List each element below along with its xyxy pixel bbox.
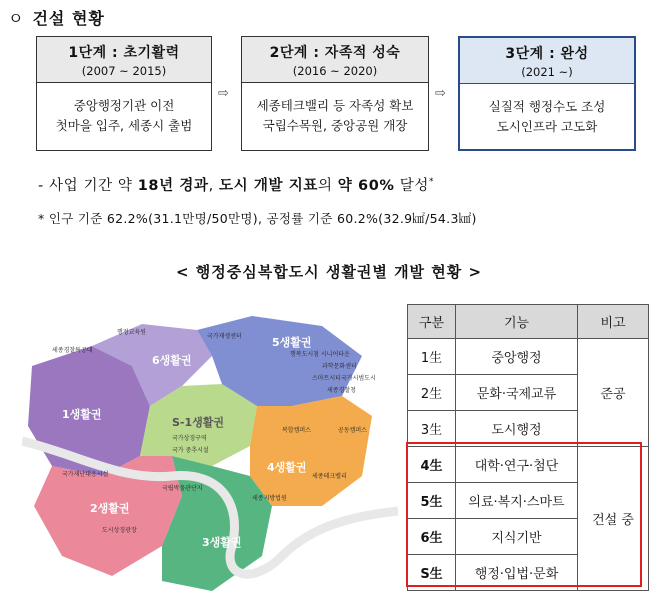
stage-2-title: 2단계 : 자족적 성숙: [269, 45, 401, 61]
place-label: 세종지방법원: [252, 495, 287, 502]
zone-cell: 1生: [408, 339, 456, 375]
zone-label-1: 1생활권: [62, 408, 102, 421]
section-title: 건설 현황: [32, 9, 105, 28]
summary-line: [38, 174, 434, 195]
stage-1-line-2: 첫마을 입주, 세종시 출범: [55, 118, 193, 133]
zone-4-area: [250, 396, 372, 506]
zone-cell: 5生: [408, 483, 456, 519]
table-header: 기능: [456, 305, 578, 339]
stage-1-line-1: 중앙행정기관 이전: [73, 98, 175, 113]
zone-label-3: 3생활권: [202, 536, 242, 549]
summary-prefix: - 사업 기간 약: [38, 178, 138, 194]
stage-3-line-2: 도시인프라 고도화: [496, 119, 598, 134]
table-header: 비고: [578, 305, 649, 339]
note-cell-building: 건설 중: [578, 447, 649, 591]
zone-cell: 6生: [408, 519, 456, 555]
summary-suffix: 달성: [394, 178, 429, 194]
stage-1-title: 1단계 : 초기활력: [68, 45, 180, 61]
stage-3-title: 3단계 : 완성: [505, 46, 589, 62]
zone-label-s: S-1생활권: [172, 416, 225, 429]
stage-3-box: [458, 36, 636, 151]
function-cell: 문화·국제교류: [456, 375, 578, 411]
place-label: 국가 중추시설: [172, 447, 209, 454]
place-label: 행정교육원: [117, 329, 146, 336]
zone-cell: 3生: [408, 411, 456, 447]
function-cell: 중앙행정: [456, 339, 578, 375]
place-label: 세종테크밸리: [312, 473, 347, 480]
function-cell: 의료·복지·스마트: [456, 483, 578, 519]
zone-table: [407, 304, 649, 591]
stage-2-header: [242, 37, 428, 83]
place-label: 국가재난대응시설: [62, 471, 109, 478]
stage-2-line-2: 국립수목원, 중앙공원 개장: [262, 118, 408, 133]
stage-2-line-1: 세종테크밸리 등 자족성 확보: [256, 98, 414, 113]
place-label: 공동캠퍼스: [338, 427, 367, 434]
stage-2-body: [242, 83, 428, 136]
place-label: 스마트시티국가시범도시: [312, 375, 376, 382]
summary-footnote-mark: *: [428, 177, 435, 188]
table-header: 구분: [408, 305, 456, 339]
summary-mid-2: 의: [317, 178, 338, 194]
table-row: [408, 447, 649, 483]
map-title: < 행정중심복합도시 생활권별 개발 현황 >: [175, 263, 483, 281]
stage-3-line-1: 실질적 행정수도 조성: [488, 99, 606, 114]
arrow-right-icon: ⇨: [218, 86, 229, 101]
section-heading: [8, 6, 105, 29]
function-cell: 지식기반: [456, 519, 578, 555]
place-label: 세종경찰청: [327, 387, 356, 394]
stage-3-period: (2021 ~): [521, 65, 573, 79]
table-header-row: [408, 305, 649, 339]
stage-1-header: [37, 37, 211, 83]
summary-bold-years: 18년 경과: [137, 178, 209, 194]
summary-mid-1: ,: [208, 178, 219, 194]
place-label: 행복도시첨 시니어타운: [290, 351, 350, 358]
place-label: 국가재생센터: [207, 333, 242, 340]
zone-cell: 2生: [408, 375, 456, 411]
stage-2-period: (2016 ~ 2020): [292, 64, 378, 78]
stage-2-box: [241, 36, 429, 151]
zone-cell: 4生: [408, 447, 456, 483]
place-label: 도시상징광장: [102, 527, 137, 534]
place-label: 과학문화센터: [322, 363, 357, 370]
function-cell: 행정·입법·문화: [456, 555, 578, 591]
stage-3-body: [460, 84, 634, 137]
summary-bold-percent: 약 60%: [337, 178, 395, 194]
table-row: [408, 339, 649, 375]
place-label: 국립박물관단지: [162, 485, 203, 492]
zone-label-4: 4생활권: [267, 461, 307, 474]
zone-label-2: 2생활권: [90, 502, 130, 515]
zone-label-6: 6생활권: [152, 354, 192, 367]
stage-1-box: [36, 36, 212, 151]
function-cell: 도시행정: [456, 411, 578, 447]
place-label: 복합캠퍼스: [282, 427, 311, 434]
zone-cell: S生: [408, 555, 456, 591]
footnote: * 인구 기준 62.2%(31.1만명/50만명), 공정률 기준 60.2%(32.9㎢/54.3㎢): [38, 211, 477, 226]
zone-label-5: 5생활권: [272, 336, 312, 349]
place-label: 국가상징구역: [172, 435, 207, 442]
stage-1-period: (2007 ~ 2015): [81, 64, 167, 78]
zone-map: [22, 306, 398, 598]
stage-1-body: [37, 83, 211, 136]
place-label: 세종경찰특공대: [52, 347, 93, 354]
bullet-circle: ㅇ: [8, 9, 25, 28]
arrow-right-icon: ⇨: [435, 86, 446, 101]
function-cell: 대학·연구·첨단: [456, 447, 578, 483]
note-cell-done: 준공: [578, 339, 649, 447]
stage-3-header: [460, 38, 634, 84]
summary-bold-indicator: 도시 개발 지표: [219, 178, 318, 194]
